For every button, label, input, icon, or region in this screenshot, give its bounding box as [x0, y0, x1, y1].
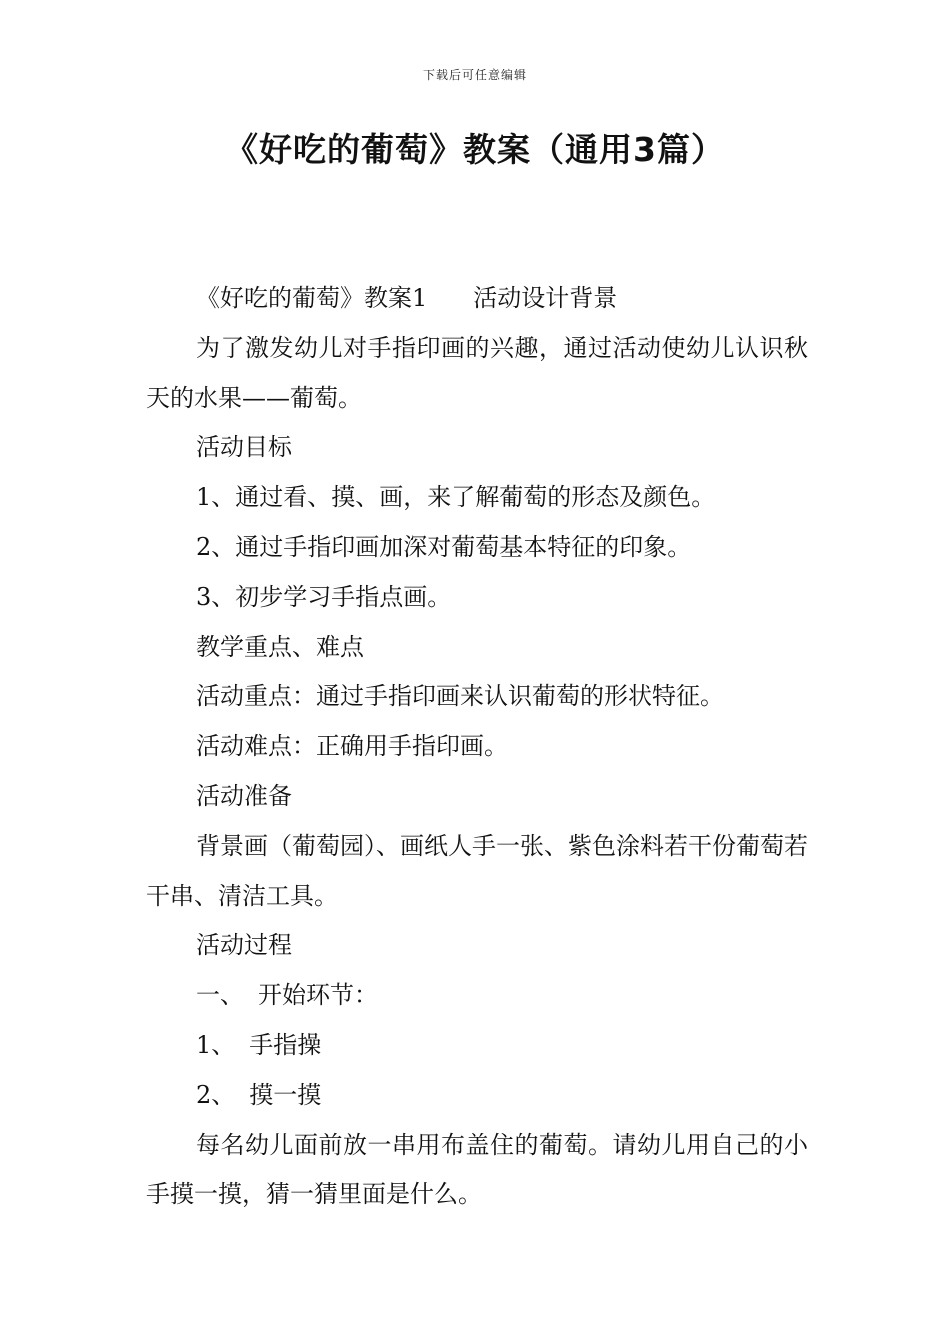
list-item — [146, 1021, 808, 1071]
section-subheading: 活动设计背景 — [473, 284, 618, 312]
paragraph: 每名幼儿面前放一串用布盖住的葡萄。请幼儿用自己的小手摸一摸，猜一猜里面是什么。 — [146, 1130, 808, 1209]
list-item — [146, 1071, 808, 1121]
list-text: 摸一摸 — [249, 1080, 322, 1109]
paragraph: 1、通过看、摸、画，来了解葡萄的形态及颜色。 — [196, 483, 716, 512]
list-number: 一、 — [196, 981, 244, 1010]
list-number: 2、 — [196, 1080, 236, 1109]
paragraph: 活动难点：正确用手指印画。 — [196, 732, 508, 761]
list-number: 1、 — [196, 1030, 236, 1059]
list-text: 开始环节： — [258, 981, 378, 1010]
paragraph: 活动目标 — [196, 433, 292, 462]
section-heading-line — [146, 274, 808, 324]
paragraph: 3、初步学习手指点画。 — [196, 582, 452, 611]
paragraph: 2、通过手指印画加深对葡萄基本特征的印象。 — [196, 532, 692, 561]
paragraph: 教学重点、难点 — [196, 632, 364, 661]
document-title: 《好吃的葡萄》教案（通用3篇） — [225, 130, 725, 169]
paragraph: 为了激发幼儿对手指印画的兴趣，通过活动使幼儿认识秋天的水果——葡萄。 — [146, 333, 808, 412]
paragraph: 活动重点：通过手指印画来认识葡萄的形状特征。 — [196, 682, 724, 711]
paragraph: 活动过程 — [196, 931, 292, 960]
paragraph: 背景画（葡萄园）、画纸人手一张、紫色涂料若干份葡萄若干串、清洁工具。 — [146, 831, 808, 910]
document-body — [146, 274, 808, 1220]
section-heading: 《好吃的葡萄》教案1 — [196, 284, 428, 312]
header-note: 下载后可任意编辑 — [422, 68, 527, 82]
list-text: 手指操 — [249, 1030, 322, 1059]
list-item — [146, 971, 808, 1021]
paragraph: 活动准备 — [196, 781, 292, 810]
